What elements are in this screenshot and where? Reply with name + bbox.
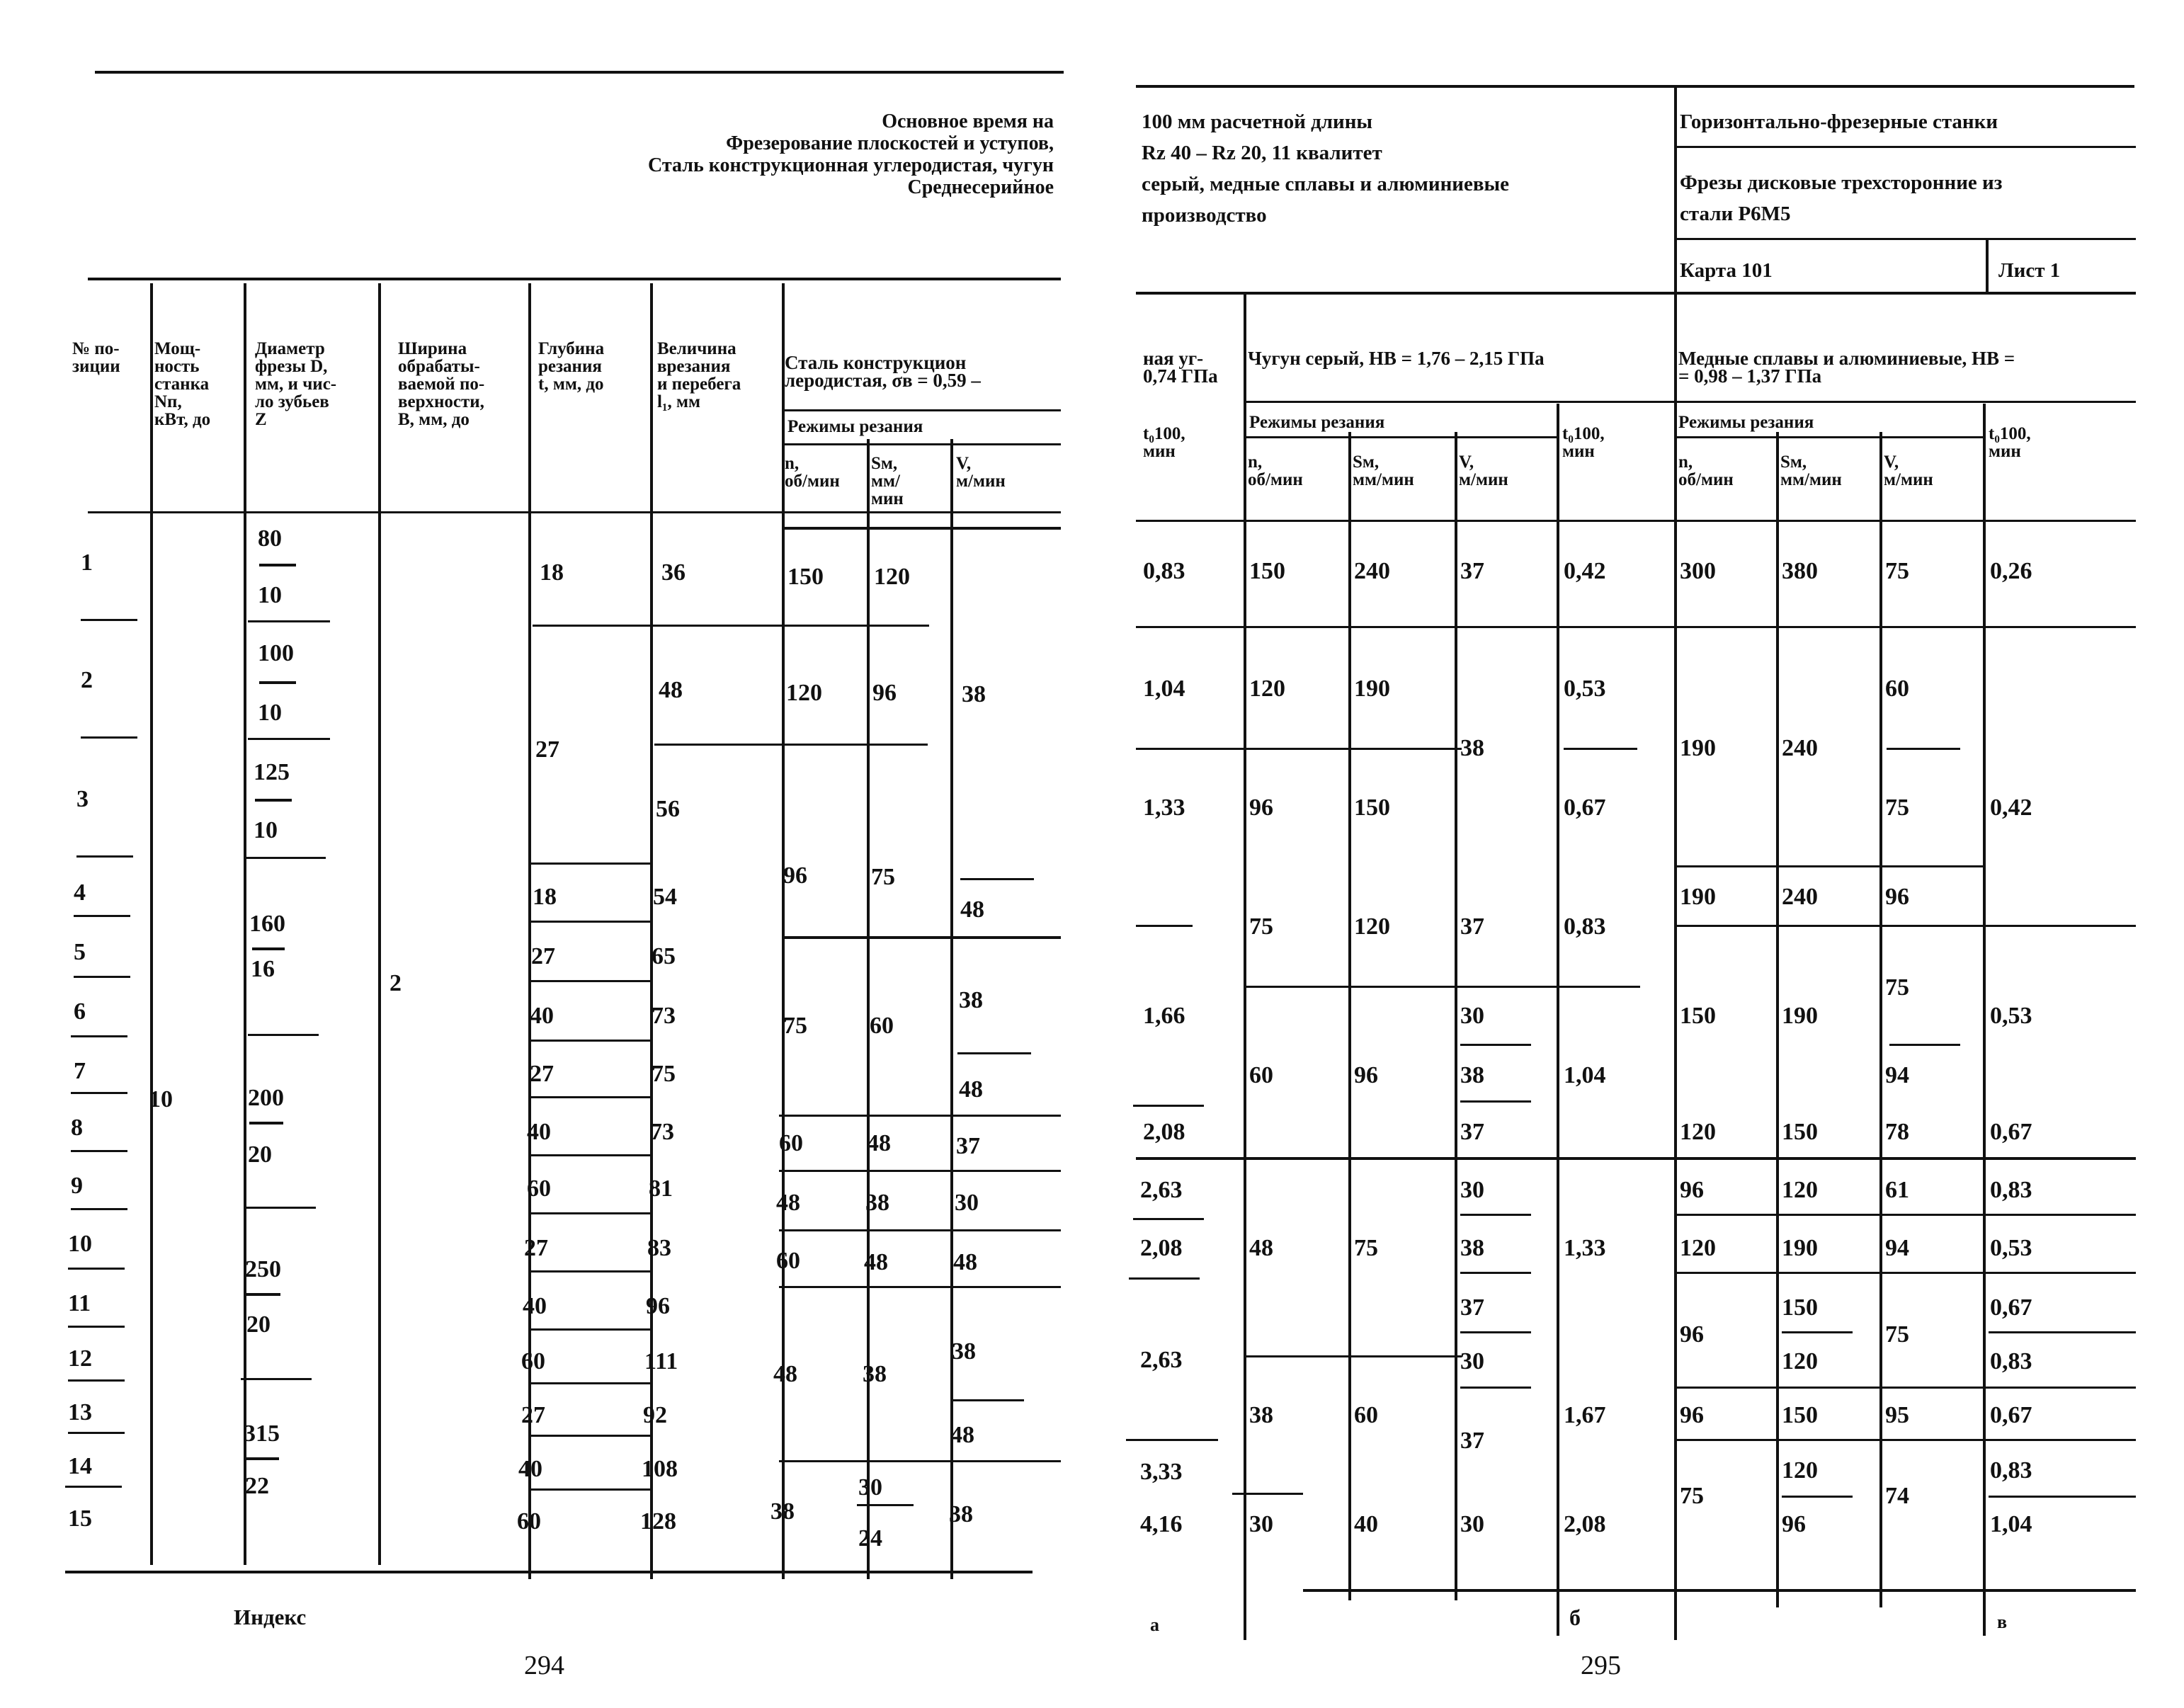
cu-t0-8: 0,83 <box>1990 1348 2032 1374</box>
right-header-left <box>1142 106 1509 231</box>
iron-v-12: 30 <box>1460 1511 1484 1537</box>
iron-sm-5: 96 <box>1354 1062 1378 1088</box>
pos-10: 10 <box>68 1231 92 1257</box>
cu-v-10: 75 <box>1885 1321 1909 1348</box>
cutter-z-5: 20 <box>248 1141 272 1168</box>
infeed-15: 128 <box>640 1508 676 1535</box>
pos-7: 7 <box>74 1058 86 1084</box>
cu-n-4: 150 <box>1680 1003 1716 1029</box>
v-10: 38 <box>949 1501 973 1527</box>
iron-sm-4: 120 <box>1354 913 1390 940</box>
depth-10: 40 <box>523 1293 547 1319</box>
v-8: 38 <box>952 1338 976 1365</box>
iron-n-2: 120 <box>1249 676 1285 702</box>
cu-t0-2: 0,42 <box>1990 795 2032 821</box>
depth-5: 40 <box>530 1003 554 1029</box>
depth-11: 60 <box>521 1348 545 1374</box>
cu-sm-1: 380 <box>1782 558 1818 584</box>
n-4: 75 <box>783 1013 807 1039</box>
footer-letter-a: а <box>1150 1615 1159 1635</box>
col-depth: Глубина резания t, мм, до <box>538 339 605 394</box>
v-4: 48 <box>959 1076 983 1103</box>
iron-sm-1: 240 <box>1354 558 1390 584</box>
infeed-13: 92 <box>643 1402 667 1428</box>
cu-v-9: 94 <box>1885 1235 1909 1261</box>
sm-5: 48 <box>867 1130 891 1156</box>
cu-t0-9: 0,67 <box>1990 1402 2032 1428</box>
cutter-z-6: 20 <box>246 1311 271 1338</box>
n-7: 60 <box>776 1248 800 1274</box>
pos-13: 13 <box>68 1399 92 1425</box>
cast-iron-header: Чугун серый, НВ = 1,76 – 2,15 ГПа <box>1248 348 1545 369</box>
depth-2: 27 <box>535 736 559 763</box>
cu-sm-7: 190 <box>1782 1235 1818 1261</box>
t0-steel-header: t₀100, мин <box>1143 424 1185 461</box>
infeed-8: 73 <box>650 1119 674 1145</box>
pos-11: 11 <box>68 1290 91 1316</box>
iron-t0-2: 0,53 <box>1564 676 1606 702</box>
cu-sm-11: 120 <box>1782 1457 1818 1484</box>
col-v: V, м/мин <box>956 454 1006 491</box>
t0-steel-10: 4,16 <box>1140 1511 1183 1537</box>
col-modes: Режимы резания <box>787 417 923 436</box>
cu-t0-1: 0,26 <box>1990 558 2032 584</box>
sm-4: 60 <box>870 1013 894 1039</box>
depth-9: 27 <box>524 1235 548 1261</box>
card-number: Карта 101 <box>1680 259 1773 282</box>
v-1: 38 <box>962 681 986 707</box>
page-number-right: 295 <box>1581 1651 1621 1680</box>
cutter-d-3: 125 <box>254 759 290 785</box>
cu-t0-11: 1,04 <box>1990 1511 2032 1537</box>
t0-steel-7: 2,08 <box>1140 1235 1183 1261</box>
cu-v-6: 94 <box>1885 1062 1909 1088</box>
cu-n-9: 96 <box>1680 1402 1704 1428</box>
cu-n-7: 120 <box>1680 1235 1716 1261</box>
cu-t0-10: 0,83 <box>1990 1457 2032 1484</box>
col-n: n, об/мин <box>785 454 840 491</box>
cutter-z-2: 10 <box>258 700 282 726</box>
cu-sm-3: 240 <box>1782 884 1818 910</box>
iron-v-1: 37 <box>1460 558 1484 584</box>
sm-9: 30 <box>858 1474 882 1501</box>
v-3: 38 <box>959 987 983 1013</box>
col-pos: № по- зиции <box>72 339 120 376</box>
v-7: 48 <box>953 1249 977 1275</box>
t0-steel-3: 1,33 <box>1143 795 1185 821</box>
infeed-3: 56 <box>656 796 680 822</box>
cu-sm-4: 190 <box>1782 1003 1818 1029</box>
sm-1: 120 <box>874 564 910 590</box>
iron-t0-8: 2,08 <box>1564 1511 1606 1537</box>
n-3: 96 <box>783 862 807 889</box>
header-line-1: Основное время на <box>882 110 1054 132</box>
cu-t0-4: 0,67 <box>1990 1119 2032 1145</box>
cutter-d-2: 100 <box>258 640 294 666</box>
sm-10: 24 <box>858 1525 882 1552</box>
cu-n-6: 96 <box>1680 1177 1704 1203</box>
iron-n-3: 96 <box>1249 795 1273 821</box>
sm-2: 96 <box>872 680 897 706</box>
col-diameter: Диаметр фрезы D, мм, и чис- ло зубьев Z <box>255 339 337 429</box>
infeed-10: 83 <box>647 1235 671 1261</box>
cu-t0-3: 0,53 <box>1990 1003 2032 1029</box>
cu-t0-6: 0,53 <box>1990 1235 2032 1261</box>
header-line-2: Фрезерование плоскостей и уступов, <box>726 132 1054 154</box>
iron-v-8: 38 <box>1460 1235 1484 1261</box>
iron-v-10: 30 <box>1460 1348 1484 1374</box>
machine-type: Горизонтально-фрезерные станки <box>1680 110 1998 133</box>
cu-v-1: 75 <box>1885 558 1909 584</box>
steel-tail: ная уг- 0,74 ГПа <box>1143 348 1218 387</box>
cu-sm-12: 96 <box>1782 1511 1806 1537</box>
pos-3: 3 <box>76 786 89 812</box>
pos-15: 15 <box>68 1505 92 1532</box>
t0-steel-6: 2,63 <box>1140 1177 1183 1203</box>
iron-t0-header: t₀100, мин <box>1562 424 1605 461</box>
cu-sm-6: 120 <box>1782 1177 1818 1203</box>
t0-steel-1: 0,83 <box>1143 558 1185 584</box>
depth-3: 18 <box>533 884 557 910</box>
cu-v-4: 96 <box>1885 884 1909 910</box>
cu-v-12: 74 <box>1885 1483 1909 1509</box>
footer-letter-b: б <box>1569 1605 1581 1630</box>
cu-v-2: 60 <box>1885 676 1909 702</box>
header-line-4: Среднесерийное <box>907 176 1054 198</box>
cu-v-3: 75 <box>1885 795 1909 821</box>
cu-t0-5: 0,83 <box>1990 1177 2032 1203</box>
cutter-type: Фрезы дисковые трехсторонние из стали Р6М5 <box>1680 171 2003 225</box>
cu-t0-7: 0,67 <box>1990 1294 2032 1321</box>
infeed-4: 54 <box>653 884 677 910</box>
depth-1: 18 <box>540 559 564 586</box>
header-r-line-3: серый, медные сплавы и алюминиевые <box>1142 173 1510 195</box>
iron-sm-7: 60 <box>1354 1402 1378 1428</box>
cu-n-header: n, об/мин <box>1678 452 1734 489</box>
iron-sm-8: 40 <box>1354 1511 1378 1537</box>
col-steel: Сталь конструкцион леродистая, σв = 0,59 – <box>785 352 981 391</box>
n-9: 38 <box>770 1498 795 1525</box>
iron-v-11: 37 <box>1460 1428 1484 1454</box>
v-9: 48 <box>950 1422 974 1448</box>
cu-v-5: 75 <box>1885 974 1909 1001</box>
iron-v-2: 38 <box>1460 735 1484 761</box>
cu-v-8: 61 <box>1885 1177 1909 1203</box>
v-5: 37 <box>956 1133 980 1159</box>
header-line-3: Сталь конструкционная углеродистая, чугун <box>648 154 1054 176</box>
pos-1: 1 <box>81 550 93 576</box>
iron-v-7: 30 <box>1460 1177 1484 1203</box>
cu-n-8: 96 <box>1680 1321 1704 1348</box>
cutter-z-4: 16 <box>251 956 275 982</box>
cu-sm-2: 240 <box>1782 735 1818 761</box>
n-6: 48 <box>776 1190 800 1216</box>
iron-v-5: 38 <box>1460 1062 1484 1088</box>
width-value: 2 <box>389 970 402 996</box>
iron-sm-6: 75 <box>1354 1235 1378 1261</box>
v-2: 48 <box>960 896 984 923</box>
iron-n-8: 30 <box>1249 1511 1273 1537</box>
cu-sm-5: 150 <box>1782 1119 1818 1145</box>
cutter-d-1: 80 <box>258 525 282 552</box>
iron-n-5: 60 <box>1249 1062 1273 1088</box>
infeed-5: 65 <box>652 943 676 969</box>
iron-t0-5: 1,04 <box>1564 1062 1606 1088</box>
n-5: 60 <box>779 1130 803 1156</box>
infeed-12: 111 <box>644 1348 678 1374</box>
pos-9: 9 <box>71 1173 83 1199</box>
t0-steel-9: 3,33 <box>1140 1459 1183 1485</box>
t0-steel-4: 1,66 <box>1143 1003 1185 1029</box>
pos-4: 4 <box>74 879 86 906</box>
t0-steel-5: 2,08 <box>1143 1119 1185 1145</box>
iron-t0-7: 1,67 <box>1564 1402 1606 1428</box>
iron-t0-3: 0,67 <box>1564 795 1606 821</box>
cutter-d-5: 200 <box>248 1085 284 1111</box>
pos-2: 2 <box>81 667 93 693</box>
iron-n-6: 48 <box>1249 1235 1273 1261</box>
cu-n-3: 190 <box>1680 884 1716 910</box>
cutter-d-7: 315 <box>244 1421 280 1447</box>
depth-6: 27 <box>530 1061 554 1087</box>
iron-v-3: 37 <box>1460 913 1484 940</box>
iron-v-4: 30 <box>1460 1003 1484 1029</box>
sm-8: 38 <box>863 1361 887 1387</box>
cu-sm-9: 120 <box>1782 1348 1818 1374</box>
iron-v-9: 37 <box>1460 1294 1484 1321</box>
cu-sm-10: 150 <box>1782 1402 1818 1428</box>
power-value: 10 <box>149 1086 173 1112</box>
depth-12: 27 <box>521 1402 545 1428</box>
pos-8: 8 <box>71 1115 83 1141</box>
iron-sm-2: 190 <box>1354 676 1390 702</box>
depth-14: 60 <box>517 1508 541 1535</box>
copper-header: Медные сплавы и алюминиевые, НВ = = 0,98 – 1,37 ГПа <box>1678 348 2015 387</box>
col-sm: Sм, мм/ мин <box>871 454 904 508</box>
cutter-z-3: 10 <box>254 817 278 843</box>
n-8: 48 <box>773 1361 797 1387</box>
sm-3: 75 <box>871 864 895 890</box>
cu-n-10: 75 <box>1680 1483 1704 1509</box>
iron-n-7: 38 <box>1249 1402 1273 1428</box>
iron-n-1: 150 <box>1249 558 1285 584</box>
iron-modes: Режимы резания <box>1249 413 1385 432</box>
infeed-7: 75 <box>652 1061 676 1087</box>
infeed-2: 48 <box>659 677 683 703</box>
cu-n-1: 300 <box>1680 558 1716 584</box>
cutter-z-1: 10 <box>258 582 282 608</box>
n-2: 120 <box>786 680 822 706</box>
cu-v-7: 78 <box>1885 1119 1909 1145</box>
sheet-number: Лист 1 <box>1998 259 2061 282</box>
cu-sm-8: 150 <box>1782 1294 1818 1321</box>
t0-steel-8: 2,63 <box>1140 1347 1183 1373</box>
iron-sm-3: 150 <box>1354 795 1390 821</box>
iron-v-header: V, м/мин <box>1459 452 1508 489</box>
cu-v-11: 95 <box>1885 1402 1909 1428</box>
cu-t0-header: t₀100, мин <box>1989 424 2031 461</box>
infeed-14: 108 <box>642 1456 678 1482</box>
v-6: 30 <box>955 1190 979 1216</box>
iron-t0-1: 0,42 <box>1564 558 1606 584</box>
pos-5: 5 <box>74 939 86 965</box>
cutter-z-7: 22 <box>245 1473 269 1499</box>
cu-n-2: 190 <box>1680 735 1716 761</box>
col-width: Ширина обрабаты- ваемой по- верхности, B, мм, до <box>398 339 485 429</box>
cutter-d-4: 160 <box>249 911 285 937</box>
header-r-line-4: производство <box>1142 204 1267 227</box>
infeed-11: 96 <box>646 1293 670 1319</box>
cu-sm-header: Sм, мм/мин <box>1780 452 1842 489</box>
depth-8: 60 <box>527 1175 551 1202</box>
infeed-9: 81 <box>649 1175 673 1202</box>
col-infeed: Величина врезания и перебега l₁, мм <box>657 339 741 411</box>
sm-7: 48 <box>864 1249 888 1275</box>
pos-12: 12 <box>68 1345 92 1372</box>
n-1: 150 <box>787 564 824 590</box>
depth-4: 27 <box>531 943 555 969</box>
left-header <box>648 110 1054 198</box>
page-number-left: 294 <box>524 1651 564 1680</box>
depth-7: 40 <box>527 1119 551 1145</box>
footer-letter-v: в <box>1997 1612 2008 1632</box>
infeed-6: 73 <box>652 1003 676 1029</box>
cu-modes: Режимы резания <box>1678 413 1814 432</box>
cutter-d-6: 250 <box>245 1256 281 1282</box>
header-r-line-1: 100 мм расчетной длины <box>1142 110 1373 133</box>
iron-n-header: n, об/мин <box>1248 452 1303 489</box>
col-power: Мощ- ность станка Nп, кВт, до <box>154 339 211 429</box>
iron-n-4: 75 <box>1249 913 1273 940</box>
sm-6: 38 <box>865 1190 889 1216</box>
header-r-line-2: Rz 40 – Rz 20, 11 квалитет <box>1142 142 1382 164</box>
iron-t0-4: 0,83 <box>1564 913 1606 940</box>
footer-index: Индекс <box>234 1605 307 1629</box>
iron-t0-6: 1,33 <box>1564 1235 1606 1261</box>
cu-n-5: 120 <box>1680 1119 1716 1145</box>
cu-v-header: V, м/мин <box>1884 452 1933 489</box>
infeed-1: 36 <box>661 559 686 586</box>
pos-6: 6 <box>74 998 86 1025</box>
depth-13: 40 <box>518 1456 542 1482</box>
t0-steel-2: 1,04 <box>1143 676 1185 702</box>
pos-14: 14 <box>68 1453 92 1479</box>
iron-v-6: 37 <box>1460 1119 1484 1145</box>
iron-sm-header: Sм, мм/мин <box>1353 452 1414 489</box>
